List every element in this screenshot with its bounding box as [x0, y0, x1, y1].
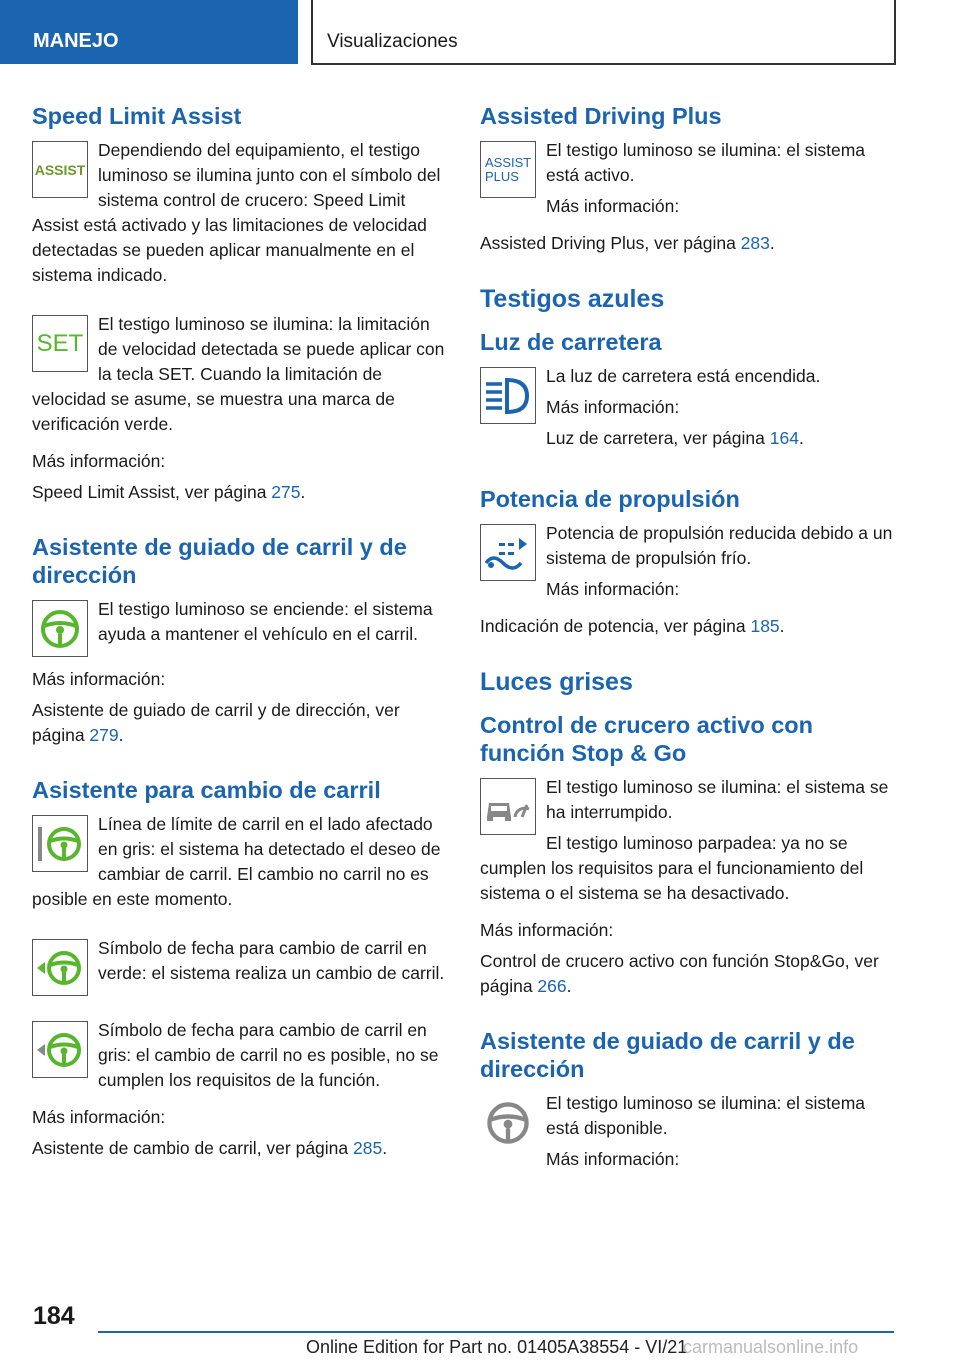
- lane-change-grey-arrow-text: Símbolo de fecha para cambio de carril en gris: el cambio de carril no es posible, no se cumplen los requisitos de la función.: [98, 1020, 439, 1090]
- lane-steer-ref: Asistente de guiado de carril y de dirección, ver página 279.: [32, 700, 400, 745]
- page-number: 184: [33, 1302, 75, 1330]
- lane-steer-heading: Asistente de guiado de carril y de dirección: [32, 534, 407, 588]
- high-beam-heading: Luz de carretera: [480, 329, 662, 355]
- chapter-tab: [311, 0, 896, 65]
- page-link-164[interactable]: 164: [769, 428, 799, 448]
- right-column: [480, 102, 900, 1184]
- lane-change-ref: Asistente de cambio de carril, ver página 285.: [32, 1138, 388, 1158]
- speed-limit-heading: Speed Limit Assist: [32, 103, 242, 129]
- set-icon: SET: [32, 315, 88, 372]
- assist-icon: ASSIST: [32, 141, 88, 198]
- adp-more: Más información:: [546, 196, 680, 216]
- adp-text: El testigo luminoso se ilumina: el sistema está activo.: [546, 140, 866, 185]
- adp-ref: Assisted Driving Plus, ver página 283.: [480, 233, 775, 253]
- speed-limit-assist-item: [32, 138, 452, 294]
- lane-steer-grey-heading: Asistente de guiado de carril y de dirección: [480, 1028, 855, 1082]
- set-item: [32, 312, 452, 443]
- lane-change-grey-line-item: [32, 812, 452, 918]
- power-ref: Indicación de potencia, ver página 185.: [480, 616, 785, 636]
- lane-change-green-arrow-item: [32, 936, 452, 1000]
- acc-more: Más información:: [480, 920, 614, 940]
- lane-change-green-arrow-text: Símbolo de fecha para cambio de carril en verde: el sistema realiza un cambio de carril.: [98, 938, 445, 983]
- blue-lights-heading: Testigos azules: [480, 285, 665, 313]
- page-link-275[interactable]: 275: [271, 482, 301, 502]
- high-beam-text: La luz de carretera está encendida.: [546, 366, 821, 386]
- cold-drive-icon: [480, 524, 536, 581]
- power-item: [480, 521, 900, 608]
- high-beam-more: Más información:: [546, 397, 680, 417]
- left-column: [32, 102, 452, 1167]
- section-tab: [0, 0, 298, 64]
- lane-steer-grey-item: [480, 1091, 900, 1178]
- acc-heading: Control de crucero activo con función Stop & Go: [480, 712, 813, 766]
- grey-lights-heading: Luces grises: [480, 668, 633, 696]
- assist-plus-icon: ASSIST PLUS: [480, 141, 536, 198]
- power-heading: Potencia de propulsión: [480, 486, 740, 512]
- cruise-control-icon: [480, 778, 536, 835]
- page-link-185[interactable]: 185: [750, 616, 780, 636]
- lane-change-grey-line-text: Línea de límite de carril en el lado afectado en gris: el sistema ha detectado el deseo de cambiar de carril. El cambio no carril no es posible en este momento.: [32, 814, 441, 909]
- steering-wheel-grey-icon: [480, 1094, 536, 1151]
- page-link-266[interactable]: 266: [537, 976, 567, 996]
- lane-change-green-arrow-icon: [32, 939, 88, 996]
- acc-text-2: El testigo luminoso parpadea: ya no se cumplen los requisitos para el funcionamiento del sistema o el sistema se ha desactivado.: [480, 833, 864, 903]
- steering-wheel-green-icon: [32, 600, 88, 657]
- acc-item: [480, 775, 900, 912]
- lane-steer-more: Más información:: [32, 669, 166, 689]
- lane-change-grey-line-icon: [32, 815, 88, 872]
- lane-change-grey-arrow-icon: [32, 1021, 88, 1078]
- acc-ref: Control de crucero activo con función Stop&Go, ver página 266.: [480, 951, 879, 996]
- lane-steer-grey-text: El testigo luminoso se ilumina: el sistema está disponible.: [546, 1093, 866, 1138]
- lane-change-heading: Asistente para cambio de carril: [32, 777, 381, 803]
- edition-footer: Online Edition for Part no. 01405A38554 - VI/21: [306, 1337, 688, 1357]
- adp-item: [480, 138, 900, 225]
- chapter-title: Visualizaciones: [327, 31, 458, 52]
- page-link-285[interactable]: 285: [353, 1138, 383, 1158]
- set-text: El testigo luminoso se ilumina: la limitación de velocidad detectada se puede aplicar con la tecla SET. Cuando la limitación de velocidad se asume, se muestra una marca de verificación verde.: [32, 314, 445, 434]
- speed-limit-text: Dependiendo del equipamiento, el testigo luminoso se ilumina junto con el símbolo del sistema control de crucero: Speed Limit Assist está activado y las limitaciones de velocidad detectadas se pueden aplicar manualmente en el sistema indicado.: [32, 140, 441, 285]
- lane-steer-grey-more: Más información:: [546, 1149, 680, 1169]
- page-link-283[interactable]: 283: [740, 233, 770, 253]
- section-title: MANEJO: [33, 30, 119, 52]
- high-beam-icon: [480, 367, 536, 424]
- power-text: Potencia de propulsión reducida debido a un sistema de propulsión frío.: [546, 523, 893, 568]
- power-more: Más información:: [546, 579, 680, 599]
- adp-heading: Assisted Driving Plus: [480, 103, 722, 129]
- page-link-279[interactable]: 279: [89, 725, 119, 745]
- footer-divider: [98, 1331, 894, 1333]
- high-beam-ref: Luz de carretera, ver página 164.: [546, 428, 804, 448]
- lane-change-grey-arrow-item: [32, 1018, 452, 1099]
- high-beam-item: [480, 364, 900, 457]
- lane-steer-text: El testigo luminoso se enciende: el sistema ayuda a mantener el vehículo en el carril.: [98, 599, 433, 644]
- lane-change-more: Más información:: [32, 1107, 166, 1127]
- watermark: carmanualsonline.info: [683, 1337, 859, 1357]
- acc-text-1: El testigo luminoso se ilumina: el sistema se ha interrumpido.: [546, 777, 889, 822]
- speed-limit-ref: Speed Limit Assist, ver página 275.: [32, 482, 306, 502]
- speed-limit-more: Más información:: [32, 451, 166, 471]
- lane-steer-item: [32, 597, 452, 661]
